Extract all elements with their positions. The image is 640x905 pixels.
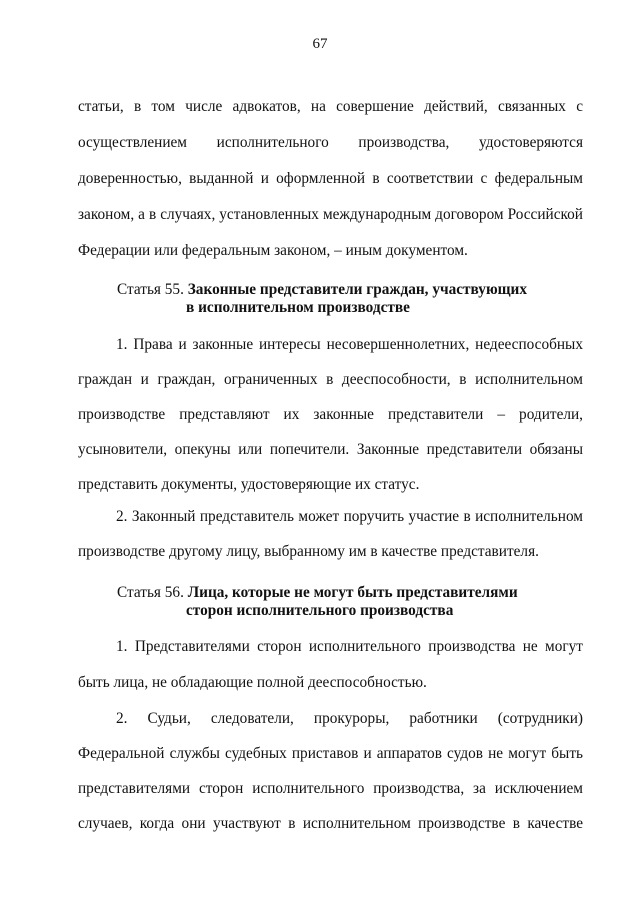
article-title: сторон исполнительного производства — [186, 602, 454, 619]
text-line: быть лица, не обладающие полной дееспособностью. — [78, 674, 427, 691]
heading-line — [186, 602, 453, 620]
heading-line — [117, 281, 527, 299]
article-number: Статья 55. — [117, 281, 188, 298]
article-title: Законные представители граждан, участвующих — [187, 281, 528, 298]
heading-line — [117, 584, 518, 602]
article-title: Лица, которые не могут быть представителями — [187, 584, 518, 601]
text-line: Федеральной службы судебных приставов и аппаратов судов не могут быть — [78, 745, 583, 762]
text-line: законом, а в случаях, установленных международным договором Российской — [78, 206, 583, 223]
text-line: 2. Судьи, следователи, прокуроры, работники (сотрудники) — [116, 710, 583, 727]
text-line: граждан и граждан, ограниченных в дееспособности, в исполнительном — [78, 371, 583, 388]
text-line: случаев, когда они участвуют в исполнительном производстве в качестве — [78, 815, 583, 832]
article-number: Статья 56. — [117, 584, 188, 601]
text-line: представителями сторон исполнительного производства, за исключением — [78, 780, 583, 797]
text-line: 1. Представителями сторон исполнительного производства не могут — [116, 638, 583, 655]
text-line: производстве другому лицу, выбранному им в качестве представителя. — [78, 543, 539, 560]
text-line: 2. Законный представитель может поручить участие в исполнительном — [116, 508, 583, 525]
page-number: 67 — [312, 36, 328, 52]
text-line: осуществлением исполнительного производства, удостоверяются — [78, 134, 583, 151]
text-line: представить документы, удостоверяющие их статус. — [78, 476, 420, 493]
text-line: статьи, в том числе адвокатов, на совершение действий, связанных с — [78, 98, 583, 115]
heading-line — [186, 299, 410, 317]
text-line: 1. Права и законные интересы несовершеннолетних, недееспособных — [116, 336, 583, 353]
text-line: усыновители, опекуны или попечители. Законные представители обязаны — [78, 441, 583, 458]
text-line: производстве представляют их законные представители – родители, — [78, 406, 583, 423]
article-title: в исполнительном производстве — [186, 299, 410, 316]
text-line: Федерации или федеральным законом, – иным документом. — [78, 242, 468, 259]
text-line: доверенностью, выданной и оформленной в соответствии с федеральным — [78, 170, 583, 187]
